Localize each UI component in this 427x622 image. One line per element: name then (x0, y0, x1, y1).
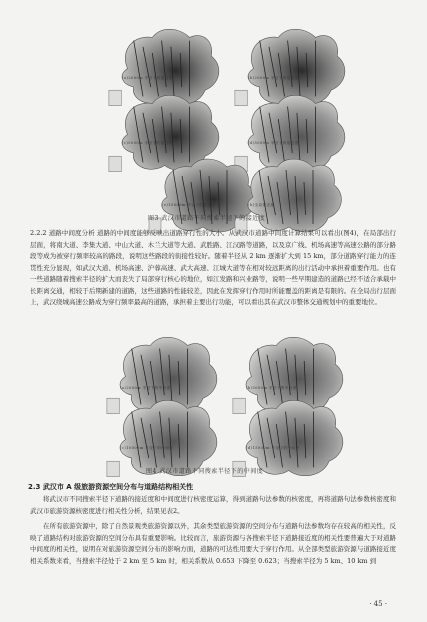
fig3-label-f: (h)全局接近度 (248, 203, 275, 207)
fig3-map-b (235, 29, 345, 105)
fig3-label-c: (c)5000m 半径下的接近度 (122, 141, 173, 145)
fig4-label-a: (a)2000m 半径下的中间度 (120, 386, 171, 390)
fig4-label-c: (c)10000m 半径下的中间度 (120, 446, 174, 450)
legend-box (235, 90, 247, 106)
legend-box (107, 461, 119, 477)
legend-box (107, 398, 119, 414)
fig3-label-a: (a)2000m 半径下的接近度 (122, 76, 173, 80)
fig3-label-e: (e)10000m 半径下的接近度 (162, 203, 216, 207)
fig3-label-b: (b)2000m 半径下的接近度 (248, 76, 299, 80)
fig3-map-a (109, 29, 219, 105)
section-2-3-para2: 在所有旅游资源中，除了自然景观类旅游资源以外，其余类型旅游资源的空间分布与道路句法参数均存在较高的相关性，反映了道路结构对旅游资源的空间分布具有重要影响。比较而言，旅游资源与各搜索半径下道路接近度的相关性要普遍大于对道路中间度的相关性，说明在对旅游资源空间分布的影响方面，道路的可达性用要大于穿行作用。从全部类型旅游资源与道路接近度相关系数来看，当搜索半径处于 2 km 至 5 km 时，相关系数从 0.653 下降至 0.623；当搜索半径为 5 km、10 km 到 (30, 522, 396, 565)
legend-box (109, 156, 121, 172)
legend-box (109, 90, 121, 106)
fig3-label-d: (d)5000m 半径下的接近度 (248, 141, 299, 145)
figure-3-caption: 图3 武汉市道路不同搜索半径下的接近度 (148, 215, 266, 222)
section-2-2-2-text: 2.2.2 道路中间度分析 道路的中间度能够反映出道路穿行性的大小。从武汉市道路中间度计算结果可以看出(图4)，在局部出行层面，将南大道、李集大道、中山大道、木兰大道等大道、武胜路、江汉路等道路，以及京广线、机场高速等高速公路的部分路段等成为被穿行频率较高的路段，说明这些路段的街接性较好。随着半径从 2 km 逐渐扩大到 15 km，部分道路穿行能力的连贯性充分显现，如武汉大道、机场高速、沪蓉高速、武大高速、江城大道等在相对较远距离的出行活动中承担着重要作用。也有一些道路随着搜索半径的扩大而丧失了局部穿行核心的地位，如江发路和兴业路等，说明一些早期建造的道路已经不适合承载中长距离交通，相较于后期新建的道路，这些道路的性能较差，因此在发挥穿行作用时所能覆盖的距离是有限的。在全局出行层面上，武汉绕城高速公路成为穿行频率最高的道路，承担着主要出行功能，可以看出其在武汉市整体交通规划中的重要地位。 (30, 229, 396, 306)
fig4-label-d: (d)15000m 半径下的中间度 (246, 446, 300, 450)
section-2-3-para1: 将武汉市不同搜索半径下道路的接近度和中间度进行核密度运算，得到道路句法参数的核密度，再将道路句法参数核密度和武汉市旅游资源核密度进行相关性分析，结果见表2。 (30, 495, 396, 515)
fig4-label-b: (b)5000m 半径下的中间度 (246, 386, 297, 390)
legend-box (233, 398, 245, 414)
figure-4-caption: 图4 武汉市道路不同搜索半径下的中间度 (146, 468, 264, 475)
section-2-3-heading: 2.3 武汉市 A 级旅游资源空间分布与道路结构相关性 (28, 483, 194, 491)
page-number: · 45 · (369, 600, 387, 608)
